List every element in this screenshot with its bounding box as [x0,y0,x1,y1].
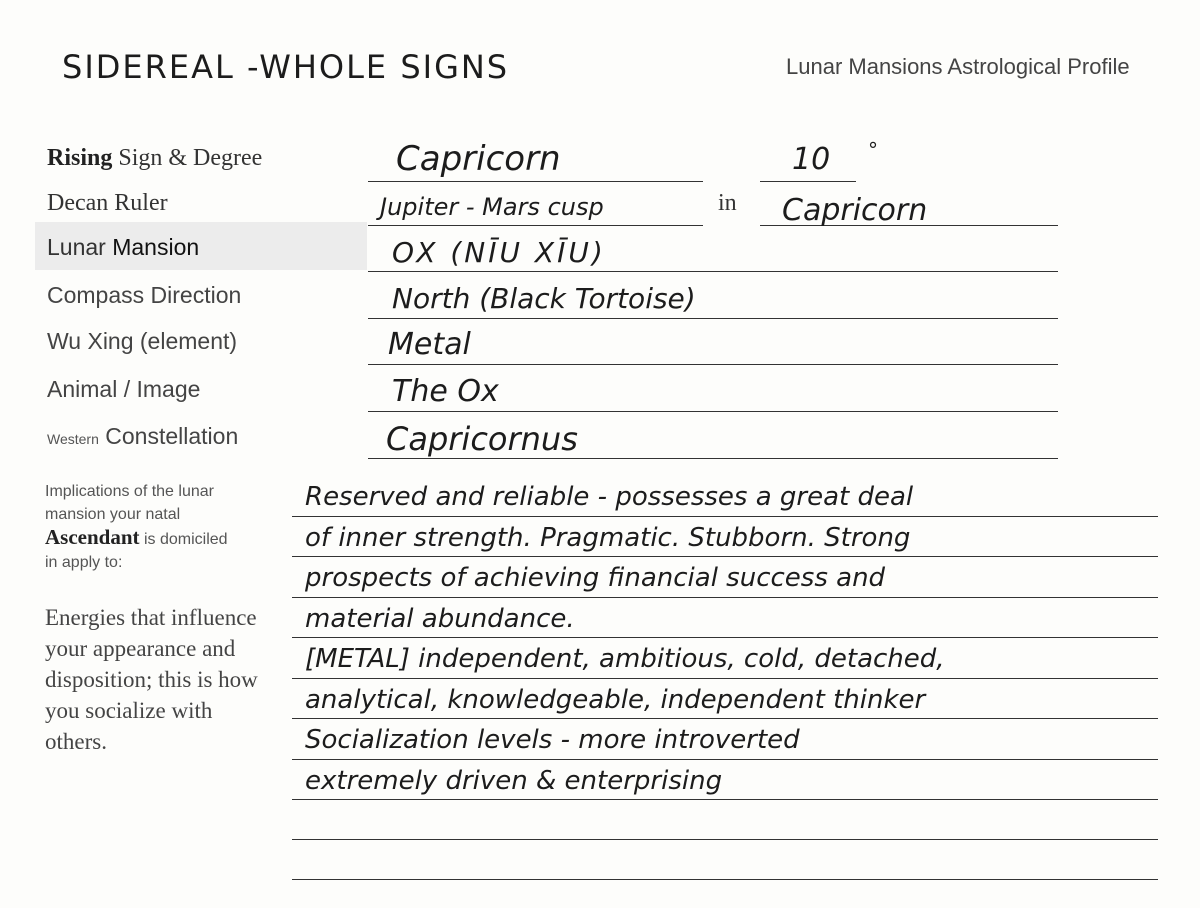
handwritten-title: SIDEREAL -WHOLE SIGNS [62,48,510,86]
ascendant-word: Ascendant [45,525,140,549]
western-rest: Constellation [98,423,239,449]
compass-value: North (Black Tortoise) [392,282,696,315]
note-line-7: Socialization levels - more introverted [305,725,800,755]
lunar-mansion-prefix: Lunar [47,234,113,260]
western-small: Western [47,431,99,447]
rising-sign-value: Capricorn [396,139,561,179]
implications-line-3-rest: is domiciled [139,531,228,548]
implications-text [45,480,285,574]
animal-label: Animal / Image [47,376,201,402]
notes-line [292,879,1158,880]
western-label [47,423,238,450]
notes-line [292,678,1158,679]
implications-line-3 [45,526,285,551]
western-value: Capricornus [386,420,578,458]
notes-line [292,759,1158,760]
wuxing-line [368,364,1058,365]
lunar-mansion-label [47,234,199,261]
notes-line [292,597,1158,598]
note-line-3: prospects of achieving financial success and [305,563,886,593]
in-word: in [718,190,737,216]
notes-line [292,516,1158,517]
compass-line [368,318,1058,319]
profile-title: Lunar Mansions Astrological Profile [786,54,1130,79]
rising-sign-line [368,181,703,182]
rising-degree-value: 10 [792,142,831,177]
animal-line [368,411,1058,412]
implications-line-4: in apply to: [45,554,123,571]
degree-symbol: ° [868,138,878,162]
wuxing-label: Wu Xing (element) [47,328,238,354]
rising-rest: Sign & Degree [112,145,263,171]
decan-sign-value: Capricorn [782,193,928,228]
implications-line-2: mansion your natal [45,506,181,523]
lunar-mansion-value: OX (NĪU XĪU) [392,236,606,269]
note-line-2: of inner strength. Pragmatic. Stubborn. Strong [305,523,911,553]
notes-line [292,799,1158,800]
implications-line-1: Implications of the lunar [45,483,214,500]
decan-label: Decan Ruler [47,190,168,216]
lunar-mansion-line [368,271,1058,272]
note-line-6: analytical, knowledgeable, independent thinker [305,685,926,715]
animal-value: The Ox [392,374,499,409]
compass-label: Compass Direction [47,282,242,308]
rising-degree-line [760,181,856,182]
notes-line [292,637,1158,638]
note-line-4: material abundance. [305,604,575,634]
note-line-8: extremely driven & enterprising [305,766,723,796]
rising-bold: Rising [47,145,113,171]
note-line-5: [METAL] independent, ambitious, cold, detached, [305,644,945,674]
notes-line [292,839,1158,840]
notes-line [292,556,1158,557]
lunar-mansion-rest: Mansion [112,234,200,260]
western-line [368,458,1058,459]
notes-line [292,718,1158,719]
wuxing-value: Metal [388,327,471,362]
decan-ruler-line [368,225,703,226]
note-line-1: Reserved and reliable - possesses a great deal [305,482,914,512]
decan-ruler-value: Jupiter - Mars cusp [380,193,604,221]
energies-text: Energies that influence your appearance and disposition; this is how you socialize with others. [45,605,258,754]
rising-label [47,145,262,172]
